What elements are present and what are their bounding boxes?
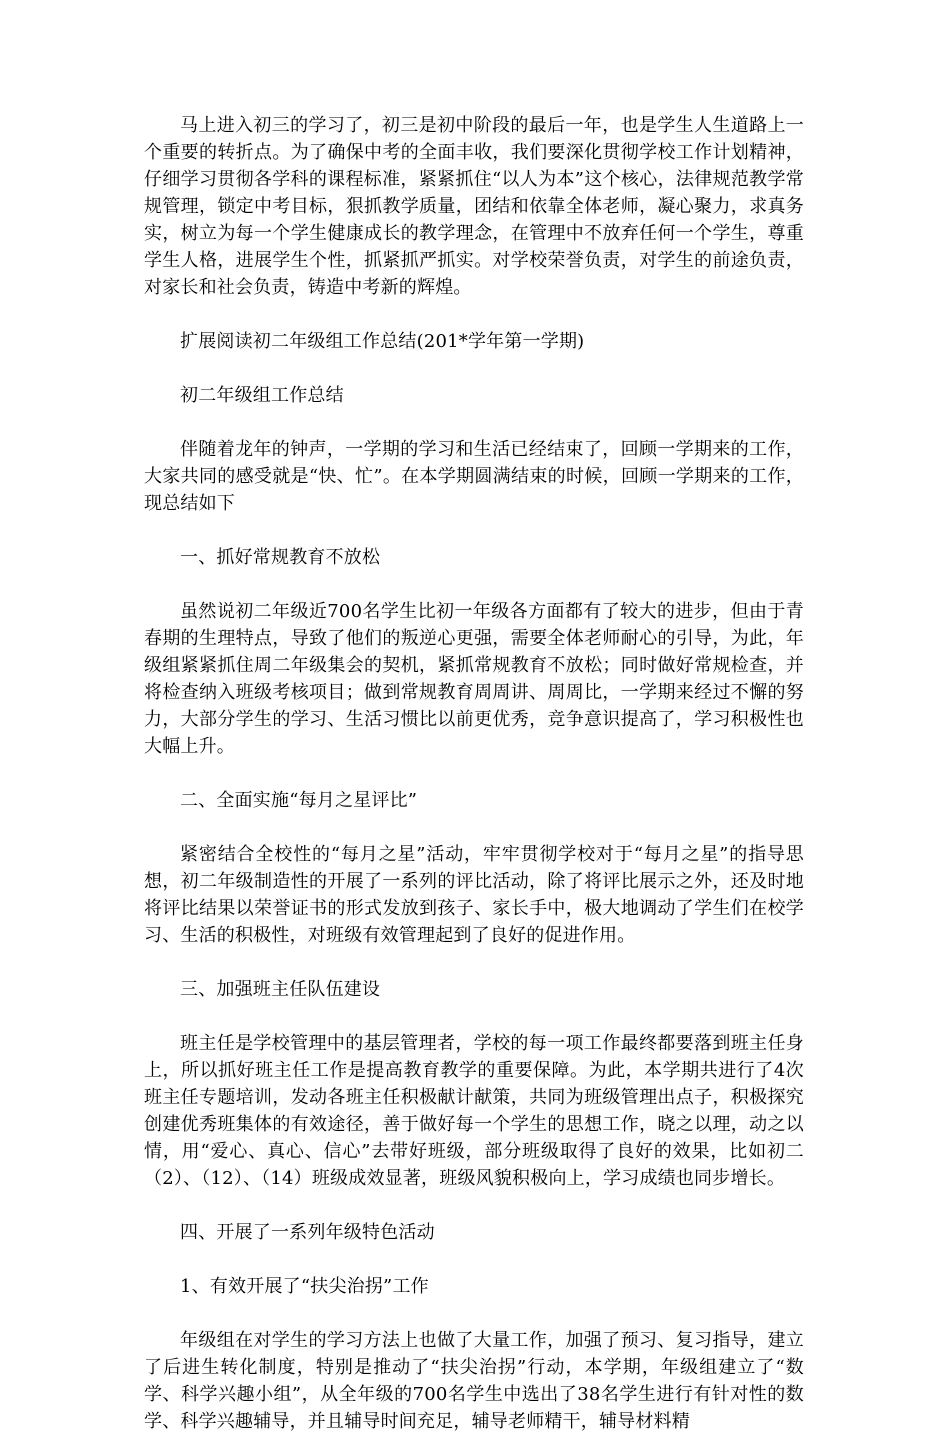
subsection-heading-4-1: 1、有效开展了“扶尖治拐”工作 [180,1276,429,1297]
section-3-paragraph: 班主任是学校管理中的基层管理者，学校的每一项工作最终都要落到班主任身上，所以抓好班主任工作是提高教育教学的重要保障。为此，本学期共进行了4次班主任专题培训，发动各班主任积极献计献策，共同为班级管理出点子，积极探究创建优秀班集体的有效途径，善于做好每一个学生的思想工作，晓之以理，动之以情，用“爱心、真心、信心”去带好班级，部分班级取得了良好的效果，比如初二（2）、（12）、（14）班级成效显著，班级风貌积极向上，学习成绩也同步增长。 [144,1033,804,1189]
section-heading-4: 四、开展了一系列年级特色活动 [180,1222,435,1243]
extended-reading-title: 扩展阅读初二年级组工作总结(201*学年第一学期) [180,331,585,352]
section-heading-3: 三、加强班主任队伍建设 [180,979,381,1000]
section-heading-1: 一、抓好常规教育不放松 [180,547,381,568]
section-2-paragraph: 紧密结合全校性的“每月之星”活动，牢牢贯彻学校对于“每月之星”的指导思想，初二年级制造性的开展了一系列的评比活动，除了将评比展示之外，还及时地将评比结果以荣誉证书的形式发放到孩子、家长手中，极大地调动了学生们在校学习、生活的积极性，对班级有效管理起到了良好的促进作用。 [144,844,804,946]
summary-title: 初二年级组工作总结 [180,385,344,406]
intro-paragraph: 马上进入初三的学习了，初三是初中阶段的最后一年，也是学生人生道路上一个重要的转折点。为了确保中考的全面丰收，我们要深化贯彻学校工作计划精神，仔细学习贯彻各学科的课程标准，紧紧抓住“以人为本”这个核心，法律规范教学常规管理，锁定中考目标，狠抓教学质量，团结和依靠全体老师，凝心聚力，求真务实，树立为每一个学生健康成长的教学理念，在管理中不放弃任何一个学生，尊重学生人格，进展学生个性，抓紧抓严抓实。对学校荣誉负责，对学生的前途负责，对家长和社会负责，铸造中考新的辉煌。 [144,115,804,298]
summary-opening-paragraph: 伴随着龙年的钟声，一学期的学习和生活已经结束了，回顾一学期来的工作，大家共同的感受就是“快、忙”。在本学期圆满结束的时候，回顾一学期来的工作，现总结如下 [144,439,804,514]
section-1-paragraph: 虽然说初二年级近700名学生比初一年级各方面都有了较大的进步，但由于青春期的生理特点，导致了他们的叛逆心更强，需要全体老师耐心的引导，为此，年级组紧紧抓住周二年级集会的契机，紧抓常规教育不放松；同时做好常规检查，并将检查纳入班级考核项目；做到常规教育周周讲、周周比，一学期来经过不懈的努力，大部分学生的学习、生活习惯比以前更优秀，竞争意识提高了，学习积极性也大幅上升。 [144,601,804,757]
subsection-4-1-paragraph: 年级组在对学生的学习方法上也做了大量工作，加强了预习、复习指导，建立了后进生转化制度，特别是推动了“扶尖治拐”行动，本学期，年级组建立了“数学、科学兴趣小组”，从全年级的700名学生中选出了38名学生进行有针对性的数学、科学兴趣辅导，并且辅导时间充足，辅导老师精干，辅导材料精 [144,1330,804,1432]
section-heading-2: 二、全面实施“每月之星评比” [180,790,418,811]
document-page [144,112,804,1435]
